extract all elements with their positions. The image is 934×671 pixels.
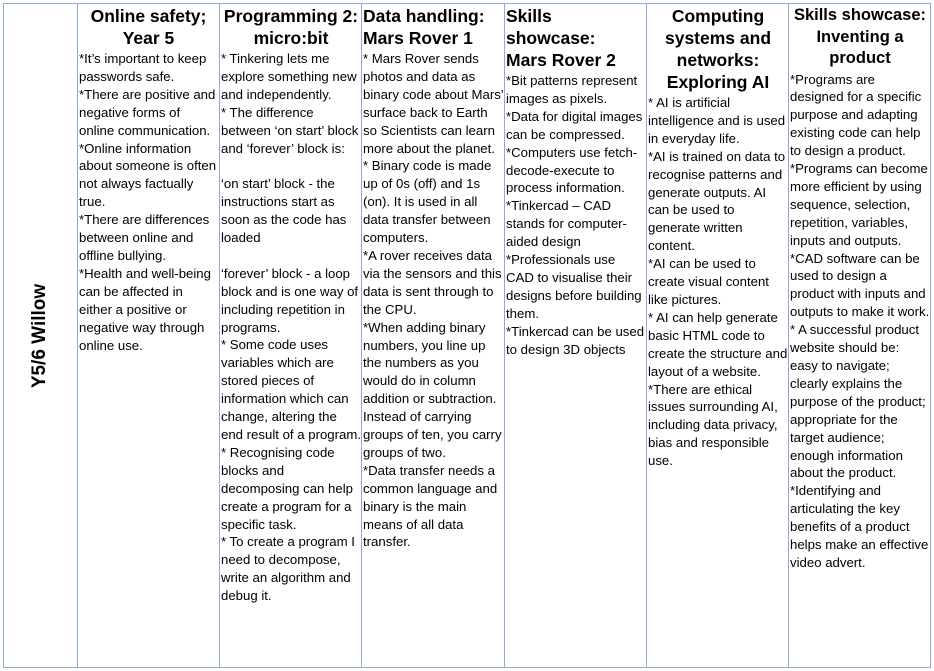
unit-title: [363, 5, 504, 49]
unit-title-line: systems and: [664, 28, 772, 48]
unit-title: [221, 5, 361, 49]
knowledge-point: * Recognising code blocks and decomposing can help create a program for a specific task.: [221, 444, 353, 532]
knowledge-point: *Identifying and articulating the key benefits of a product helps make an effective video advert.: [790, 483, 929, 570]
unit-cell-exploring-ai: [648, 5, 788, 667]
blank-line: [221, 247, 361, 265]
unit-title: [790, 5, 930, 70]
unit-title-line: Skills showcase:: [793, 6, 927, 24]
unit-cell-programming: [221, 5, 361, 667]
unit-cell-mars-rover-2: [506, 5, 646, 667]
column-divider: [646, 3, 647, 668]
blank-line: [221, 157, 361, 175]
unit-title-line: product: [829, 49, 891, 67]
unit-title-line: Mars Rover 1: [363, 28, 473, 48]
knowledge-point: *CAD software can be used to design a product with inputs and outputs to make it work.: [790, 250, 930, 320]
knowledge-point: *Tinkercad can be used to design 3D objects: [506, 323, 645, 357]
knowledge-point: * Some code uses variables which are stored pieces of information which can change, altering the end result of a program.: [221, 337, 361, 442]
knowledge-point: *Programs are designed for a specific purpose and adapting existing code can help to design a product.: [790, 71, 922, 159]
row-header-cell: [3, 3, 77, 668]
knowledge-point: *Bit patterns represent images as pixels.: [506, 73, 638, 106]
unit-title-line: Programming 2:: [223, 6, 359, 26]
column-divider: [219, 3, 220, 668]
unit-title: [79, 5, 218, 49]
unit-title-line: micro:bit: [253, 28, 329, 48]
unit-title-line: Year 5: [122, 28, 175, 48]
knowledge-point: *There are ethical issues surrounding AI, including data privacy, bias and responsible use.: [648, 381, 778, 469]
unit-cell-inventing-a-product: [790, 5, 930, 667]
knowledge-point: * The difference between ‘on start’ block and ‘forever’ block is:: [221, 104, 359, 156]
knowledge-point: *Online information about someone is often not always factually true.: [79, 140, 217, 210]
unit-title-line: Skills showcase:: [506, 6, 596, 48]
knowledge-point: *Health and well-being can be affected in either a positive or negative way through online use.: [79, 265, 211, 353]
row-label: Y5/6 Willow: [29, 283, 50, 388]
knowledge-point: * AI is artificial intelligence and is used in everyday life.: [648, 95, 786, 146]
knowledge-point: *There are differences between online and offline bullying.: [79, 212, 210, 263]
column-divider: [361, 3, 362, 668]
unit-cell-data-handling: [363, 5, 504, 667]
unit-title-line: Exploring AI: [666, 72, 770, 92]
column-divider: [788, 3, 789, 668]
unit-content: [648, 94, 788, 470]
unit-content: [506, 72, 646, 359]
knowledge-point: * A successful product website should be: easy to navigate; clearly explains the purpose of the product; appropriate for the target audience; enough information about the product.: [790, 322, 926, 481]
knowledge-point: *There are positive and negative forms of online communication.: [79, 86, 216, 138]
unit-cell-online-safety: [79, 5, 218, 667]
unit-title-line: Computing: [671, 6, 765, 26]
unit-content: [79, 50, 218, 354]
knowledge-point: *It’s important to keep passwords safe.: [79, 51, 207, 84]
knowledge-point: *Data for digital images can be compressed.: [506, 108, 643, 142]
knowledge-point: *Professionals use CAD to visualise their designs before building them.: [506, 252, 642, 321]
unit-content: [221, 50, 361, 605]
unit-title-line: Mars Rover 2: [506, 50, 616, 70]
knowledge-point: * AI can help generate basic HTML code to create the structure and layout of a website.: [648, 309, 788, 379]
unit-title-line: Online safety;: [90, 6, 207, 26]
column-divider: [77, 3, 78, 668]
knowledge-point: *Programs can become more efficient by using sequence, selection, repetition, variables, inputs and outputs.: [790, 161, 928, 248]
knowledge-point: *AI is trained on data to recognise patterns and generate outputs. AI can be used to generate written content.: [648, 148, 786, 254]
unit-content: [363, 50, 504, 551]
knowledge-point: *When adding binary numbers, you line up the numbers as you would do in column addition or subtraction. Instead of carrying groups of ten, you carry groups of two.: [363, 319, 502, 460]
knowledge-point: * Tinkering lets me explore something new and independently.: [221, 51, 357, 102]
column-divider: [504, 3, 505, 668]
unit-title-line: networks:: [676, 50, 760, 70]
unit-title: [648, 5, 788, 93]
unit-content: [790, 71, 930, 572]
knowledge-point: * To create a program I need to decompose, write an algorithm and debug it.: [221, 534, 355, 604]
unit-title: [506, 5, 646, 71]
unit-title-line: Inventing a: [816, 27, 904, 46]
knowledge-point: *Computers use fetch-decode-execute to process information.: [506, 144, 638, 196]
knowledge-point: *Tinkercad – CAD stands for computer-aided design: [506, 198, 627, 250]
unit-title-line: Data handling:: [363, 6, 485, 26]
knowledge-point: *A rover receives data via the sensors and this data is sent through to the CPU.: [363, 247, 502, 317]
knowledge-point: *Data transfer needs a common language and binary is the main means of all data transfer.: [363, 462, 498, 550]
knowledge-point: * Binary code is made up of 0s (off) and 1s (on). It is used in all data transfer between computers.: [363, 158, 492, 246]
knowledge-point: *AI can be used to create visual content like pictures.: [648, 256, 769, 307]
knowledge-point: ‘on start’ block - the instructions start as soon as the code has loaded: [221, 176, 347, 246]
knowledge-point: * Mars Rover sends photos and data as binary code about Mars’ surface back to Earth so Scientists can learn more about the planet.: [363, 51, 504, 156]
knowledge-point: ‘forever’ block - a loop block and is one way of including repetition in programs.: [221, 265, 359, 335]
